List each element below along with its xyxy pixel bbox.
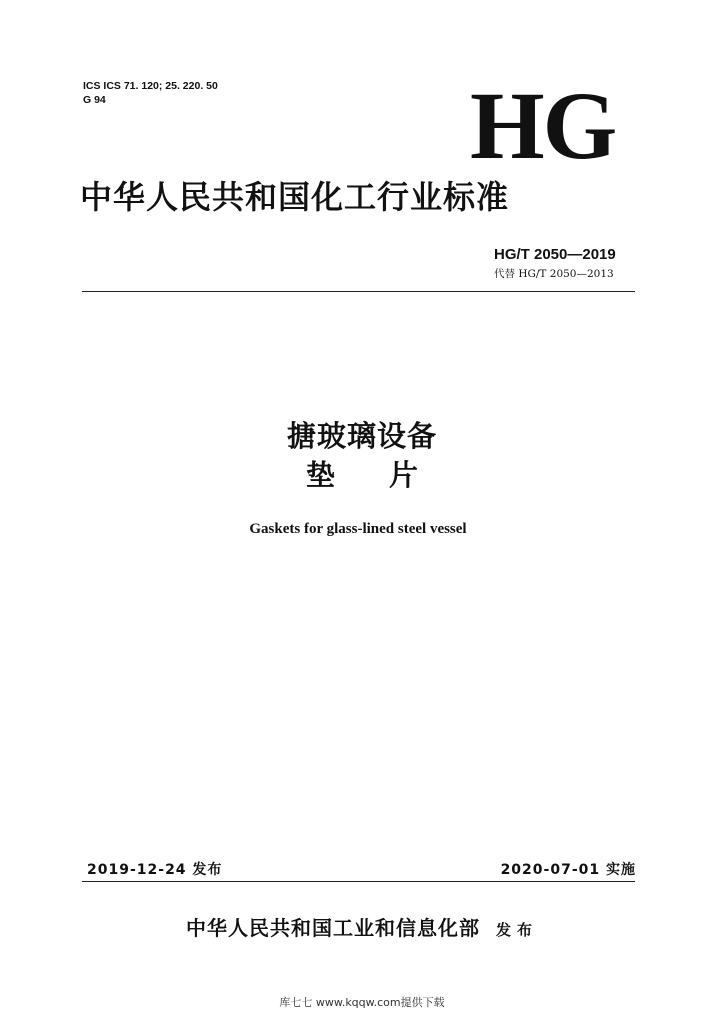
classification-code: G 94: [83, 94, 106, 106]
issuer-line: [0, 915, 724, 943]
publish-date: 2019-12-24 发布: [87, 862, 223, 878]
footer-divider: [82, 881, 635, 882]
ics-code: ICS ICS 71. 120; 25. 220. 50: [83, 80, 218, 92]
implement-date: 2020-07-01 实施: [500, 862, 636, 878]
hg-logo-mark: HG: [470, 72, 616, 179]
standard-number: HG/T 2050—2019: [494, 246, 616, 263]
title-chinese-line-1: 搪玻璃设备: [286, 419, 437, 453]
header-divider: [82, 291, 635, 292]
standard-type-heading: 中华人民共和国化工行业标准: [80, 178, 510, 216]
issuer-action: 发布: [495, 921, 538, 939]
title-english: Gaskets for glass-lined steel vessel: [249, 521, 467, 537]
download-source-link[interactable]: 库七七 www.kqqw.com提供下载: [279, 996, 445, 1009]
replaces-standard-number: 代替 HG/T 2050—2013: [494, 268, 614, 280]
issuer-name: 中华人民共和国工业和信息化部: [185, 916, 480, 940]
title-chinese-line-2: 垫片: [305, 458, 472, 492]
